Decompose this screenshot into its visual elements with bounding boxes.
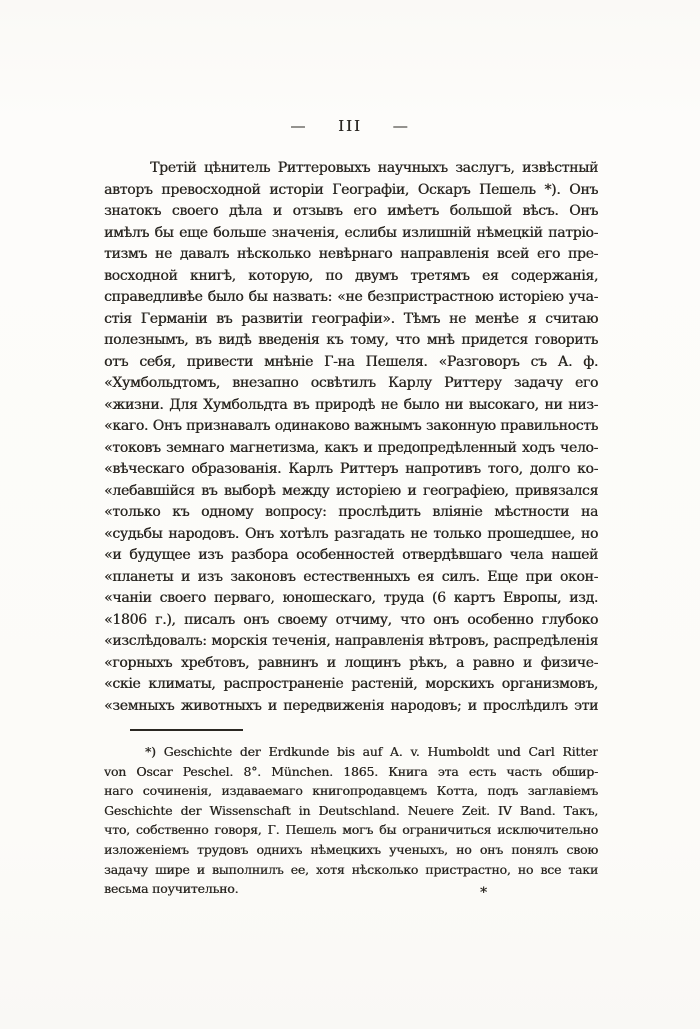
body-text-line: восходной книгѣ, которую, по двумъ третямъ ея содержанія, — [104, 267, 598, 284]
body-text-line: «горныхъ хребтовъ, равнинъ и лощинъ рѣкъ, а равно и физиче- — [104, 654, 598, 671]
body-text-line: тизмъ не давалъ нѣсколько невѣрнаго направленія всей его пре- — [104, 246, 598, 262]
body-text-line: «только къ одному вопросу: прослѣдить вліяніе мѣстности на — [104, 504, 598, 520]
footnote-text-line: что, собственно говоря, Г. Пешель могъ бы ограничиться исключительно — [104, 822, 598, 838]
body-text-line: имѣлъ бы еще больше значенія, еслибы излишній нѣмецкій патріо- — [104, 224, 598, 241]
body-text-line: «планеты и изъ законовъ естественныхъ ея силъ. Еще при окон- — [104, 568, 598, 585]
body-text-line: «чаніи своего перваго, юношескаго, труда (6 картъ Европы, изд. — [104, 590, 598, 606]
body-text-line: «каго. Онъ признавалъ одинаково важнымъ законную правильность — [104, 418, 598, 434]
body-text-line: «1806 г.), писалъ онъ своему отчиму, что онъ особенно глубоко — [104, 611, 598, 628]
body-text-line: «жизни. Для Хумбольдта въ природѣ не было ни высокаго, ни низ- — [104, 396, 598, 413]
body-text-line: полезнымъ, въ видѣ введенія къ тому, что мнѣ придется говорить — [104, 332, 598, 348]
footnote-text-line: весьма поучительно. — [104, 881, 239, 897]
footnote-text-line: *) Geschichte der Erdkunde bis auf A. v. Humboldt und Carl Ritter — [145, 744, 598, 759]
footnote-text-line: наго сочиненія, издаваемаго книгопродавцемъ Котта, подъ заглавіемъ — [104, 783, 598, 799]
footnote-text-line: Geschichte der Wissenschaft in Deutschland. Neuere Zeit. IV Band. Такъ, — [104, 802, 598, 818]
body-text-line: «изслѣдовалъ: морскія теченія, направленія вѣтровъ, распредѣленія — [104, 633, 598, 649]
footnote-separator-rule — [130, 729, 243, 731]
body-text-line: стія Германіи въ развитіи географіи». Тѣмъ не менѣе я считаю — [104, 310, 598, 327]
footnote-text-line: von Oscar Peschel. 8°. München. 1865. Книга эта есть часть обшир- — [104, 763, 598, 779]
body-text-line: «земныхъ животныхъ и передвиженія народовъ; и прослѣдилъ эти — [104, 697, 598, 714]
body-text-line: «скіе климаты, распространеніе растеній, морскихъ организмовъ, — [104, 676, 598, 692]
body-text-line: «и будущее изъ разбора особенностей отвердѣвшаго чела нашей — [104, 547, 598, 563]
footnote-text-line: задачу шире и выполнилъ ее, хотя нѣсколько пристрастно, но все таки — [104, 861, 598, 877]
signature-mark: * — [480, 885, 487, 901]
body-text-line: Третій цѣнитель Риттеровыхъ научныхъ заслугъ, извѣстный — [150, 160, 598, 176]
footnote-text-line: изложеніемъ трудовъ однихъ нѣмецкихъ ученыхъ, но онъ понялъ свою — [104, 841, 598, 857]
body-text-line: «токовъ земнаго магнетизма, какъ и предопредѣленный ходъ чело- — [104, 439, 598, 456]
body-text-line: «лебавшійся въ выборѣ между исторіею и географіею, привязался — [104, 482, 598, 499]
body-text-line: «судьбы народовъ. Онъ хотѣлъ разгадать не только прошедшее, но — [104, 525, 598, 542]
footnote-text — [104, 742, 598, 899]
body-text — [104, 158, 598, 717]
body-text-line: «вѣческаго образованія. Карлъ Риттеръ напротивъ того, долго ко- — [104, 461, 598, 477]
body-text-line: «Хумбольдтомъ, внезапно освѣтилъ Карлу Риттеру задачу его — [104, 375, 598, 391]
page-number-header: — III — — [290, 117, 410, 135]
body-text-line: авторъ превосходной исторіи Географіи, Оскаръ Пешель *). Онъ — [104, 181, 598, 198]
body-text-line: отъ себя, привести мнѣніе Г-на Пешеля. «Разговоръ съ А. ф. — [104, 353, 598, 370]
body-text-line: справедливѣе было бы назвать: «не безпристрастною исторіею уча- — [104, 289, 598, 305]
body-text-line: знатокъ своего дѣла и отзывъ его имѣетъ большой вѣсъ. Онъ — [104, 203, 598, 219]
